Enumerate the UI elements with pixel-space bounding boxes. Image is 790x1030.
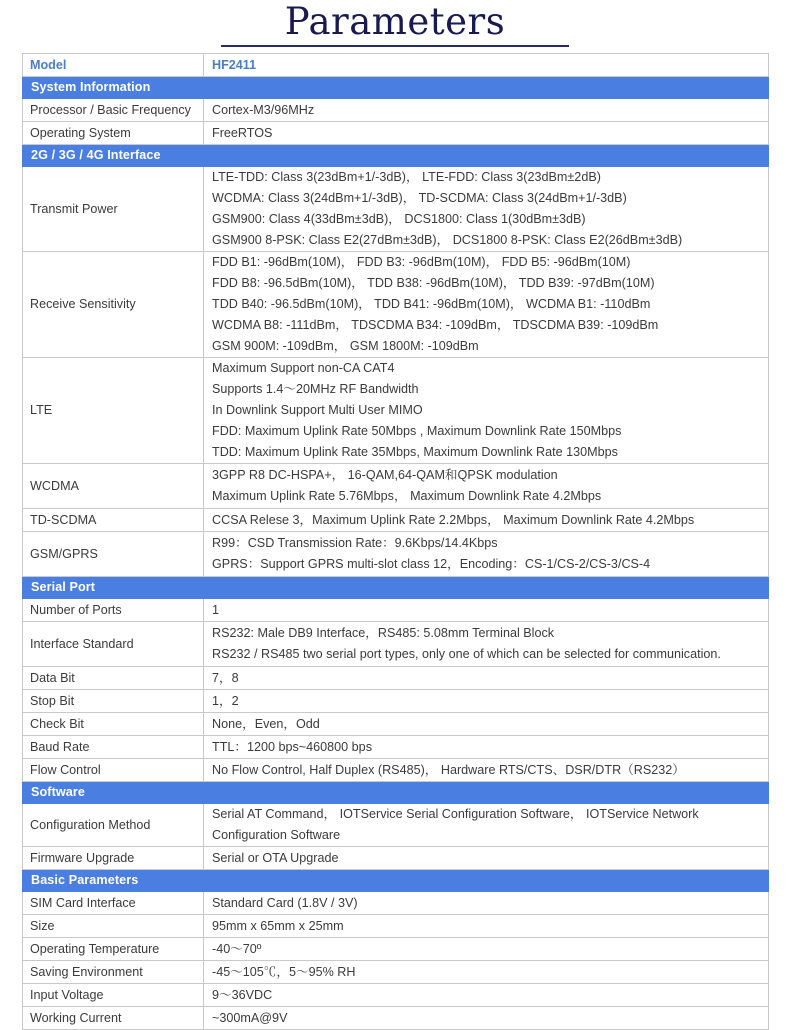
value-line: GPRS：Support GPRS multi-slot class 12，Encoding：CS-1/CS-2/CS-3/CS-4 — [212, 557, 651, 571]
row-value — [204, 509, 769, 532]
value-line: No Flow Control, Half Duplex (RS485)， Hardware RTS/CTS、DSR/DTR（RS232） — [212, 762, 685, 777]
value-line: In Downlink Support Multi User MIMO — [212, 403, 423, 417]
value-lines — [212, 252, 762, 357]
value-line: 1 — [212, 602, 220, 617]
value-lines — [212, 962, 762, 983]
value-lines — [212, 691, 762, 712]
row-label: Input Voltage — [23, 984, 204, 1007]
row-label: Transmit Power — [23, 167, 204, 252]
value-line: TDD: Maximum Uplink Rate 35Mbps, Maximum Downlink Rate 130Mbps — [212, 445, 618, 459]
section-header-label: 2G / 3G / 4G Interface — [23, 145, 769, 167]
value-line: RS232 / RS485 two serial port types, only one of which can be selected for communication. — [212, 647, 721, 661]
table-row — [23, 509, 769, 532]
row-value — [204, 532, 769, 577]
row-value — [204, 122, 769, 145]
row-label: Configuration Method — [23, 804, 204, 847]
value-line: TTL：1200 bps~460800 bps — [212, 739, 372, 754]
row-value — [204, 252, 769, 358]
table-row — [23, 915, 769, 938]
section-header-label: System Information — [23, 77, 769, 99]
row-label: Interface Standard — [23, 622, 204, 667]
row-label: Operating System — [23, 122, 204, 145]
value-line: Serial or OTA Upgrade — [212, 850, 339, 865]
value-line: 3GPP R8 DC-HSPA+， 16-QAM,64-QAM和QPSK modulation — [212, 468, 558, 482]
table-row — [23, 1007, 769, 1030]
row-value — [204, 713, 769, 736]
value-line: FreeRTOS — [212, 125, 273, 140]
value-lines — [212, 123, 762, 144]
table-row — [23, 122, 769, 145]
row-value — [204, 961, 769, 984]
table-row — [23, 54, 769, 77]
value-lines — [212, 916, 762, 937]
row-value — [204, 167, 769, 252]
row-label: Receive Sensitivity — [23, 252, 204, 358]
value-line: GSM900 8-PSK: Class E2(27dBm±3dB)， DCS1800 8-PSK: Class E2(26dBm±3dB) — [212, 233, 683, 247]
row-label: Baud Rate — [23, 736, 204, 759]
value-line: WCDMA: Class 3(24dBm+1/-3dB)， TD-SCDMA: Class 3(24dBm+1/-3dB) — [212, 191, 627, 205]
value-lines — [212, 668, 762, 689]
value-line: Cortex-M3/96MHz — [212, 102, 315, 117]
title-underline — [221, 45, 569, 47]
table-row — [23, 464, 769, 509]
value-line: None，Even，Odd — [212, 716, 320, 731]
value-line: Maximum Support non-CA CAT4 — [212, 361, 395, 375]
table-row — [23, 759, 769, 782]
value-lines — [212, 714, 762, 735]
value-lines — [212, 760, 762, 781]
value-line: CCSA Relese 3，Maximum Uplink Rate 2.2Mbps， Maximum Downlink Rate 4.2Mbps — [212, 512, 695, 527]
row-label: WCDMA — [23, 464, 204, 509]
value-line: Maximum Uplink Rate 5.76Mbps， Maximum Downlink Rate 4.2Mbps — [212, 489, 602, 503]
row-value: HF2411 — [204, 54, 769, 77]
value-line: R99：CSD Transmission Rate：9.6Kbps/14.4Kbps — [212, 536, 498, 550]
table-row — [23, 622, 769, 667]
row-value — [204, 622, 769, 667]
section-header-row — [23, 782, 769, 804]
table-row — [23, 599, 769, 622]
value-line: LTE-TDD: Class 3(23dBm+1/-3dB)， LTE-FDD: Class 3(23dBm±2dB) — [212, 170, 601, 184]
value-line: FDD B8: -96.5dBm(10M)， TDD B38: -96dBm(10M)， TDD B39: -97dBm(10M) — [212, 276, 655, 290]
value-line: Serial AT Command， IOTService Serial Configuration Software， IOTService Network Configuration Software — [212, 807, 699, 842]
row-value — [204, 892, 769, 915]
row-label: Size — [23, 915, 204, 938]
row-value — [204, 599, 769, 622]
section-header-label: Basic Parameters — [23, 870, 769, 892]
value-line: TDD B40: -96.5dBm(10M)， TDD B41: -96dBm(10M)， WCDMA B1: -110dBm — [212, 297, 651, 311]
table-row — [23, 358, 769, 464]
table-row — [23, 961, 769, 984]
value-lines — [212, 100, 762, 121]
table-row — [23, 252, 769, 358]
value-line: GSM 900M: -109dBm， GSM 1800M: -109dBm — [212, 339, 479, 353]
value-line: 1，2 — [212, 693, 239, 708]
value-lines — [212, 737, 762, 758]
table-row — [23, 532, 769, 577]
row-label: Saving Environment — [23, 961, 204, 984]
table-row — [23, 938, 769, 961]
table-row — [23, 804, 769, 847]
row-label: Firmware Upgrade — [23, 847, 204, 870]
row-value — [204, 1007, 769, 1030]
row-label: Operating Temperature — [23, 938, 204, 961]
row-value — [204, 667, 769, 690]
table-row — [23, 847, 769, 870]
row-value — [204, 464, 769, 509]
value-lines — [212, 985, 762, 1006]
section-header-row — [23, 870, 769, 892]
table-row — [23, 167, 769, 252]
table-row — [23, 713, 769, 736]
row-value — [204, 804, 769, 847]
value-line: -40～70º — [212, 941, 262, 956]
value-line: RS232: Male DB9 Interface，RS485: 5.08mm Terminal Block — [212, 626, 555, 640]
page-title: Parameters — [284, 0, 506, 43]
value-lines — [212, 358, 762, 463]
row-value — [204, 759, 769, 782]
row-label: Processor / Basic Frequency — [23, 99, 204, 122]
row-value — [204, 690, 769, 713]
value-lines — [212, 623, 762, 665]
row-value — [204, 847, 769, 870]
value-line: FDD B1: -96dBm(10M)， FDD B3: -96dBm(10M)， FDD B5: -96dBm(10M) — [212, 255, 631, 269]
section-header-row — [23, 77, 769, 99]
row-label: Number of Ports — [23, 599, 204, 622]
value-line: Supports 1.4～20MHz RF Bandwidth — [212, 382, 419, 396]
value-lines — [212, 1008, 762, 1029]
value-line: ~300mA@9V — [212, 1010, 288, 1025]
row-value — [204, 984, 769, 1007]
value-lines — [212, 465, 762, 507]
row-value — [204, 736, 769, 759]
value-line: 9～36VDC — [212, 987, 273, 1002]
row-label: GSM/GPRS — [23, 532, 204, 577]
table-row — [23, 99, 769, 122]
row-label: Stop Bit — [23, 690, 204, 713]
title-block — [0, 0, 790, 47]
value-lines — [212, 533, 762, 575]
section-header-label: Serial Port — [23, 577, 769, 599]
row-label: Model — [23, 54, 204, 77]
value-line: Standard Card (1.8V / 3V) — [212, 895, 358, 910]
row-label: Flow Control — [23, 759, 204, 782]
value-lines — [212, 510, 762, 531]
row-label: Data Bit — [23, 667, 204, 690]
table-body — [23, 54, 769, 1030]
value-lines — [212, 848, 762, 869]
table-row — [23, 690, 769, 713]
row-label: SIM Card Interface — [23, 892, 204, 915]
value-lines — [212, 600, 762, 621]
table-row — [23, 892, 769, 915]
section-header-label: Software — [23, 782, 769, 804]
table-row — [23, 667, 769, 690]
row-label: Working Current — [23, 1007, 204, 1030]
value-line: -45～105℃，5～95% RH — [212, 964, 356, 979]
section-header-row — [23, 577, 769, 599]
value-line: WCDMA B8: -111dBm， TDSCDMA B34: -109dBm， TDSCDMA B39: -109dBm — [212, 318, 659, 332]
value-line: 7，8 — [212, 670, 239, 685]
value-line: FDD: Maximum Uplink Rate 50Mbps , Maximum Downlink Rate 150Mbps — [212, 424, 622, 438]
table-row — [23, 736, 769, 759]
specification-table — [22, 53, 769, 1030]
row-value — [204, 99, 769, 122]
value-lines — [212, 167, 762, 251]
row-label: TD-SCDMA — [23, 509, 204, 532]
value-lines — [212, 804, 762, 846]
row-label: Check Bit — [23, 713, 204, 736]
value-lines — [212, 893, 762, 914]
row-value — [204, 938, 769, 961]
value-line: 95mm x 65mm x 25mm — [212, 918, 344, 933]
row-value — [204, 358, 769, 464]
table-row — [23, 984, 769, 1007]
value-lines — [212, 939, 762, 960]
section-header-row — [23, 145, 769, 167]
row-value — [204, 915, 769, 938]
row-label: LTE — [23, 358, 204, 464]
value-line: GSM900: Class 4(33dBm±3dB)， DCS1800: Class 1(30dBm±3dB) — [212, 212, 586, 226]
